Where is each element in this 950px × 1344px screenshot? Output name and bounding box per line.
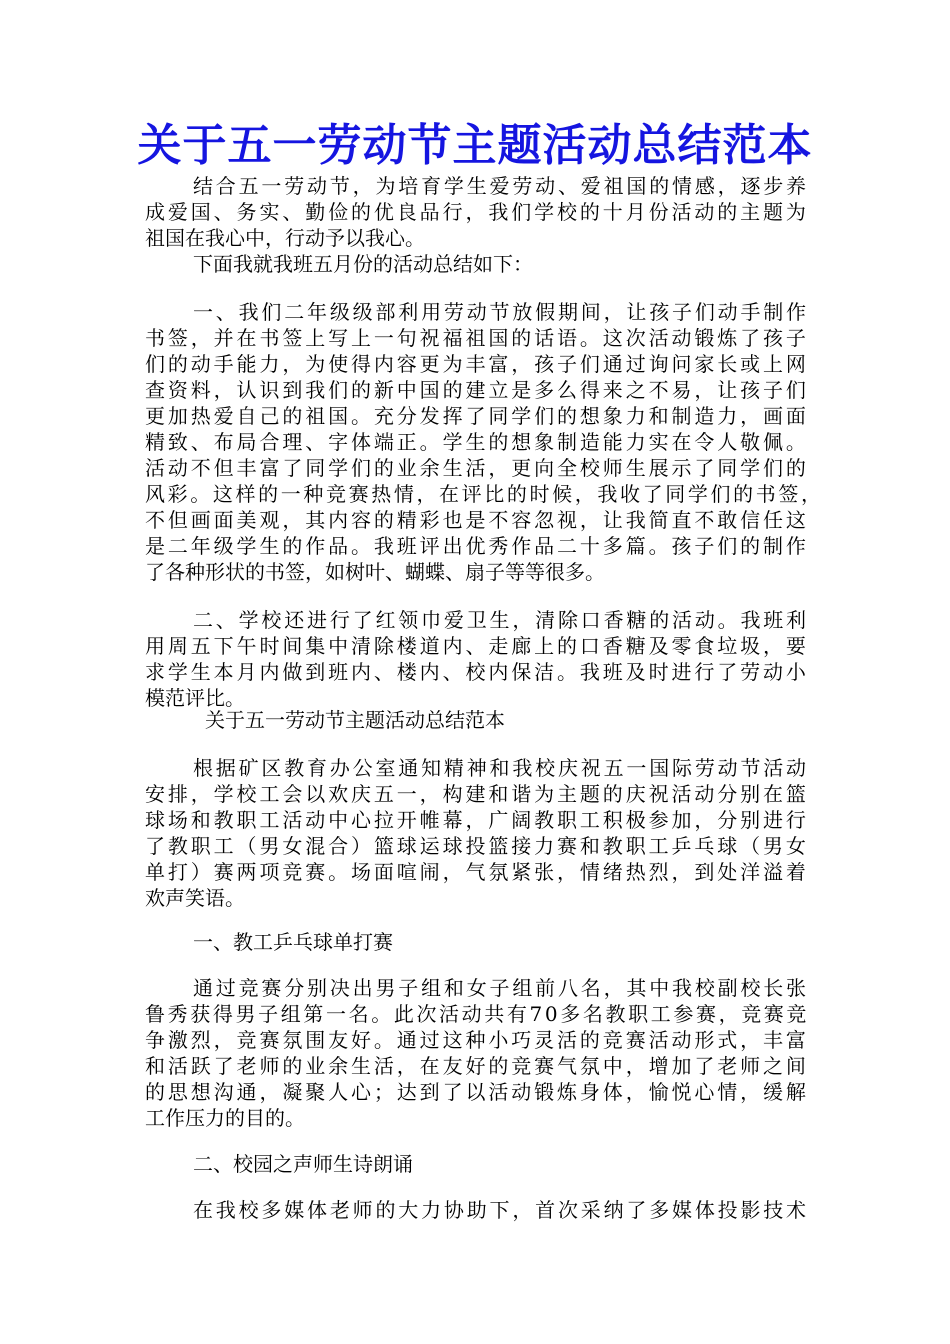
text-line: 模范评比。 — [145, 686, 245, 710]
text-line: 祖国在我心中，行动予以我心。 — [145, 226, 425, 250]
text-line: 精致、布局合理、字体端正。学生的想象制造能力实在令人敬佩。 — [145, 430, 809, 454]
text-line: 关于五一劳动节主题活动总结范本 — [205, 708, 505, 732]
text-line: 和活跃了老师的业余生活，在友好的竞赛气氛中，增加了老师之间 — [145, 1054, 809, 1078]
text-line: 一、我们二年级级部利用劳动节放假期间，让孩子们动手制作 — [193, 300, 809, 324]
text-line: 单打）赛两项竞赛。场面喧闹，气氛紧张，情绪热烈，到处洋溢着 — [145, 860, 809, 884]
text-line: 在我校多媒体老师的大力协助下，首次采纳了多媒体投影技术 — [193, 1198, 809, 1222]
text-line: 下面我就我班五月份的活动总结如下： — [193, 252, 533, 276]
text-line: 的思想沟通，凝聚人心；达到了以活动锻炼身体，愉悦心情，缓解 — [145, 1080, 809, 1104]
text-line: 求学生本月内做到班内、楼内、校内保洁。我班及时进行了劳动小 — [145, 660, 809, 684]
text-line: 球场和教职工活动中心拉开帷幕，广阔教职工积极参加，分别进行 — [145, 808, 809, 832]
text-line: 不但画面美观，其内容的精彩也是不容忽视，让我简直不敢信任这 — [145, 508, 809, 532]
text-line: 安排，学校工会以欢庆五一，构建和谐为主题的庆祝活动分别在篮 — [145, 782, 809, 806]
text-line: 一、教工乒乓球单打赛 — [193, 930, 393, 954]
text-line: 们的动手能力，为使得内容更为丰富，孩子们通过询问家长或上网 — [145, 352, 809, 376]
text-line: 风彩。这样的一种竞赛热情，在评比的时候，我收了同学们的书签， — [145, 482, 824, 506]
text-line: 是二年级学生的作品。我班评出优秀作品二十多篇。孩子们的制作 — [145, 534, 809, 558]
text-line: 根据矿区教育办公室通知精神和我校庆祝五一国际劳动节活动 — [193, 756, 809, 780]
document-title: 关于五一劳动节主题活动总结范本 — [137, 120, 813, 171]
text-line: 欢声笑语。 — [145, 886, 245, 910]
text-line: 更加热爱自己的祖国。充分发挥了同学们的想象力和制造力，画面 — [145, 404, 809, 428]
text-line: 工作压力的目的。 — [145, 1106, 305, 1130]
text-line: 活动不但丰富了同学们的业余生活，更向全校师生展示了同学们的 — [145, 456, 809, 480]
text-line: 二、校园之声师生诗朗诵 — [193, 1152, 413, 1176]
text-line: 争激烈，竞赛氛围友好。通过这种小巧灵活的竞赛活动形式，丰富 — [145, 1028, 809, 1052]
text-line: 二、学校还进行了红领巾爱卫生，清除口香糖的活动。我班利 — [193, 608, 809, 632]
text-line: 鲁秀获得男子组第一名。此次活动共有70多名教职工参赛，竞赛竞 — [145, 1002, 810, 1026]
text-line: 成爱国、务实、勤俭的优良品行，我们学校的十月份活动的主题为 — [145, 200, 809, 224]
text-line: 查资料，认识到我们的新中国的建立是多么得来之不易，让孩子们 — [145, 378, 809, 402]
text-line: 了教职工（男女混合）篮球运球投篮接力赛和教职工乒乓球（男女 — [145, 834, 809, 858]
text-line: 结合五一劳动节，为培育学生爱劳动、爱祖国的情感，逐步养 — [193, 174, 809, 198]
text-line: 书签，并在书签上写上一句祝福祖国的话语。这次活动锻炼了孩子 — [145, 326, 809, 350]
text-line: 通过竞赛分别决出男子组和女子组前八名，其中我校副校长张 — [193, 976, 809, 1000]
text-line: 用周五下午时间集中清除楼道内、走廊上的口香糖及零食垃圾，要 — [145, 634, 809, 658]
text-line: 了各种形状的书签，如树叶、蝴蝶、扇子等等很多。 — [145, 560, 605, 584]
